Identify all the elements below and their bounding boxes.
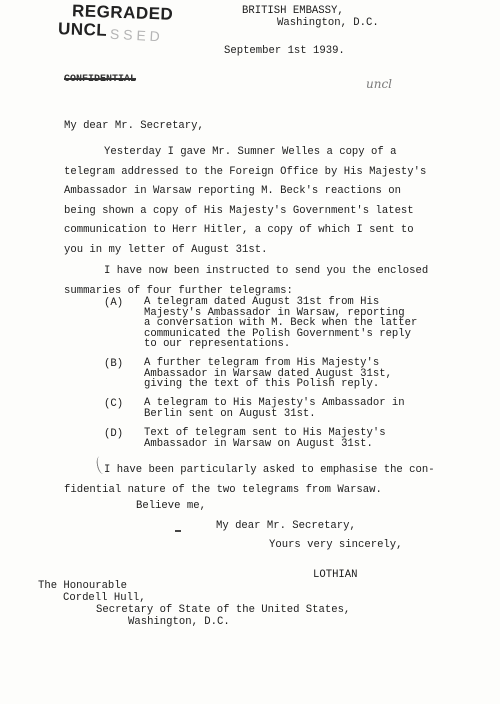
enclosure-line: a conversation with M. Beck when the latter bbox=[144, 317, 418, 329]
paragraph-1-line: Ambassador in Warsaw reporting M. Beck's reactions on bbox=[64, 185, 401, 197]
enclosure-line: Text of telegram sent to His Majesty's bbox=[144, 427, 386, 439]
regraded-stamp: REGRADED bbox=[71, 1, 174, 24]
enclosure-label: (C) bbox=[104, 398, 124, 410]
enclosure-line: to our representations. bbox=[144, 338, 291, 350]
paragraph-1-line: communication to Herr Hitler, a copy of which I sent to bbox=[64, 224, 414, 236]
enclosure-label: (A) bbox=[104, 297, 124, 309]
paragraph-1-line: you in my letter of August 31st. bbox=[64, 243, 268, 256]
addressee-honorific: The Honourable bbox=[38, 580, 128, 592]
enclosure-line: Ambassador in Warsaw dated August 31st, bbox=[144, 367, 392, 380]
enclosure-label: (D) bbox=[104, 428, 124, 440]
paragraph-3-line: I have been particularly asked to emphasise the con- bbox=[104, 464, 435, 476]
paragraph-1-line: telegram addressed to the Foreign Office by His Majesty's bbox=[64, 165, 427, 178]
enclosure-line: Majesty's Ambassador in Warsaw, reporting bbox=[144, 306, 405, 319]
faded-stamp-text: S S E D bbox=[109, 25, 161, 45]
enclosure-line: giving the text of this Polish reply. bbox=[144, 378, 380, 390]
letter-date: September 1st 1939. bbox=[224, 45, 345, 57]
paragraph-1-line: Yesterday I gave Mr. Sumner Welles a copy of a bbox=[104, 146, 397, 158]
closing-believe: Believe me, bbox=[136, 500, 206, 512]
enclosure-line: A telegram dated August 31st from His bbox=[144, 296, 380, 308]
enclosure-line: communicated the Polish Government's reply bbox=[144, 327, 412, 340]
signature: LOTHIAN bbox=[313, 569, 358, 581]
enclosure-line: Berlin sent on August 31st. bbox=[144, 407, 316, 420]
paragraph-3-line: fidential nature of the two telegrams from Warsaw. bbox=[64, 484, 382, 496]
stray-ink-mark bbox=[175, 530, 181, 532]
addressee-title: Secretary of State of the United States, bbox=[96, 604, 351, 616]
unclassified-stamp: UNCL bbox=[57, 19, 108, 40]
handwritten-note: uncl bbox=[366, 77, 393, 91]
paragraph-1-line: being shown a copy of His Majesty's Government's latest bbox=[64, 204, 414, 217]
enclosure-line: A further telegram from His Majesty's bbox=[144, 357, 380, 369]
paragraph-1 bbox=[64, 143, 426, 260]
salutation: My dear Mr. Secretary, bbox=[64, 120, 204, 132]
addressee-city: Washington, D.C. bbox=[128, 616, 230, 628]
letterhead-org: BRITISH EMBASSY, bbox=[242, 5, 344, 17]
paragraph-2-line: summaries of four further telegrams: bbox=[64, 284, 293, 297]
enclosure-label: (B) bbox=[104, 358, 124, 370]
letterhead-city: Washington, D.C. bbox=[277, 17, 379, 29]
enclosure-line: A telegram to His Majesty's Ambassador in bbox=[144, 397, 405, 409]
closing-yours: Yours very sincerely, bbox=[269, 539, 403, 551]
addressee-name: Cordell Hull, bbox=[63, 592, 146, 604]
paragraph-3 bbox=[64, 460, 435, 500]
closing-dear: My dear Mr. Secretary, bbox=[216, 520, 356, 532]
struck-classification: CONFIDENTIAL bbox=[64, 74, 137, 85]
enclosure-line: Ambassador in Warsaw on August 31st. bbox=[144, 437, 373, 450]
paragraph-2-line: I have now been instructed to send you the enclosed bbox=[104, 265, 429, 277]
